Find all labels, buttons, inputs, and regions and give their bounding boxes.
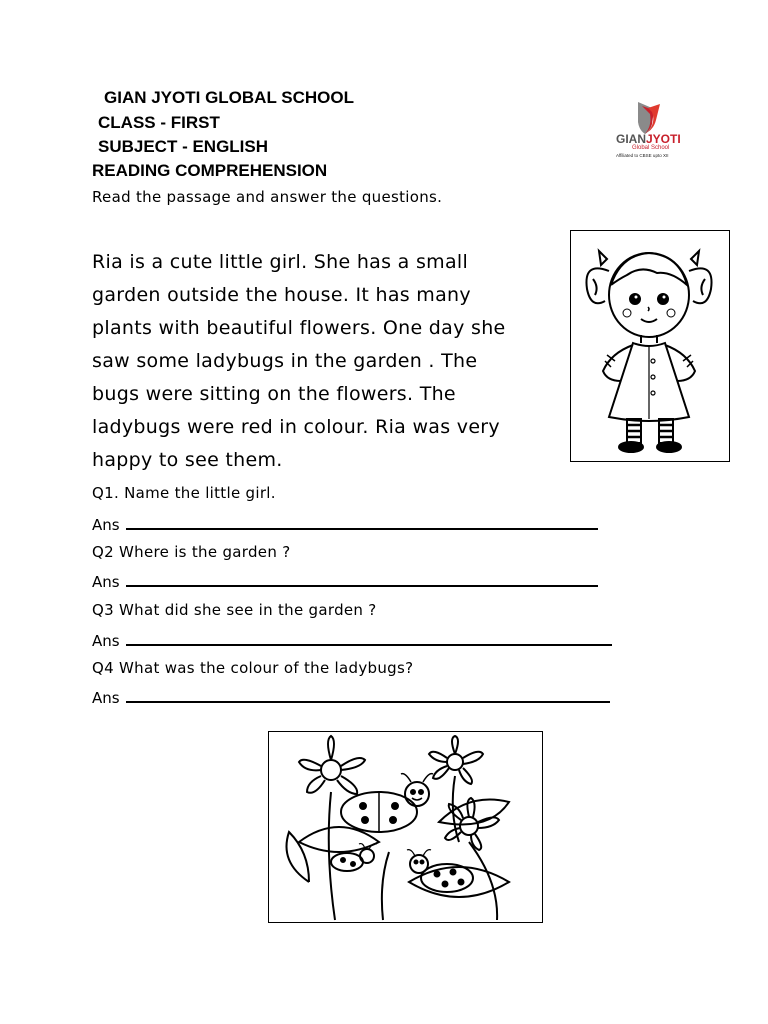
- garden-drawing: [269, 732, 542, 922]
- class-label: CLASS - FIRST: [98, 113, 220, 132]
- logo-name-1: GIAN: [616, 132, 646, 146]
- passage-line: plants with beautiful flowers. One day she: [92, 317, 506, 339]
- question-3: Q3 What did she see in the garden ?: [92, 601, 377, 619]
- garden-image: [268, 731, 543, 923]
- girl-drawing: [571, 231, 729, 461]
- answer-row-1: [92, 514, 598, 534]
- answer-row-3: [92, 630, 612, 650]
- answer-line-4[interactable]: [126, 687, 610, 703]
- passage-line: ladybugs were red in colour. Ria was very: [92, 416, 500, 438]
- section-title: READING COMPREHENSION: [92, 161, 328, 180]
- passage-line: bugs were sitting on the flowers. The: [92, 383, 456, 405]
- logo-affiliation: Affiliated to CBSE upto XII: [616, 153, 669, 158]
- answer-label: Ans: [92, 689, 120, 707]
- answer-line-1[interactable]: [126, 514, 598, 530]
- answer-row-4: [92, 687, 610, 707]
- logo-name-2: JYOTI: [646, 132, 681, 146]
- answer-row-2: [92, 571, 598, 591]
- question-1: Q1. Name the little girl.: [92, 484, 276, 502]
- question-4: Q4 What was the colour of the ladybugs?: [92, 659, 414, 677]
- passage: [92, 246, 562, 477]
- passage-line: garden outside the house. It has many: [92, 284, 471, 306]
- passage-line: saw some ladybugs in the garden . The: [92, 350, 478, 372]
- girl-image: [570, 230, 730, 462]
- passage-line: Ria is a cute little girl. She has a small: [92, 251, 469, 273]
- subject-label: SUBJECT - ENGLISH: [98, 137, 269, 156]
- answer-label: Ans: [92, 516, 120, 534]
- passage-line: happy to see them.: [92, 449, 283, 471]
- school-logo: [612, 100, 690, 162]
- answer-line-3[interactable]: [126, 630, 612, 646]
- answer-label: Ans: [92, 573, 120, 591]
- logo-tagline: Global School: [632, 145, 670, 151]
- question-2: Q2 Where is the garden ?: [92, 543, 291, 561]
- school-name: GIAN JYOTI GLOBAL SCHOOL: [104, 88, 354, 107]
- answer-label: Ans: [92, 632, 120, 650]
- answer-line-2[interactable]: [126, 571, 598, 587]
- instruction-text: Read the passage and answer the questions.: [92, 188, 443, 206]
